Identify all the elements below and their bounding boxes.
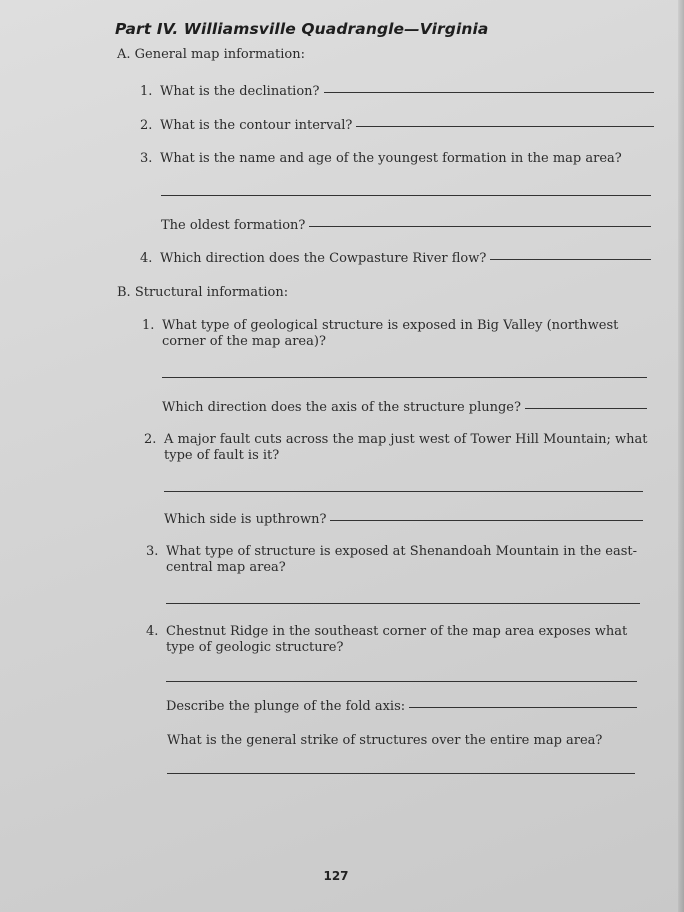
question-a3 bbox=[140, 151, 622, 167]
question-a4 bbox=[140, 251, 651, 267]
question-number: 4. bbox=[140, 251, 153, 266]
page-edge-shadow bbox=[678, 0, 684, 912]
question-a3-followup bbox=[161, 218, 651, 234]
question-text: Which direction does the Cowpasture River flow? bbox=[160, 251, 487, 266]
question-b4-followup bbox=[166, 699, 637, 715]
question-b3 bbox=[146, 544, 650, 575]
question-text: The oldest formation? bbox=[161, 218, 306, 233]
question-text: What is the general strike of structures over the entire map area? bbox=[167, 733, 603, 748]
page-number: 127 bbox=[323, 869, 349, 883]
question-text: What is the declination? bbox=[160, 84, 320, 99]
answer-line[interactable] bbox=[167, 773, 635, 774]
answer-line[interactable] bbox=[324, 92, 654, 93]
question-text: Which side is upthrown? bbox=[164, 512, 327, 527]
question-b4-followup-2 bbox=[167, 733, 602, 749]
section-b-heading bbox=[117, 285, 288, 301]
question-number: 3. bbox=[146, 544, 159, 559]
question-b2 bbox=[144, 432, 652, 463]
answer-line[interactable] bbox=[166, 681, 637, 682]
answer-line[interactable] bbox=[525, 408, 647, 409]
page-title: Part IV. Williamsville Quadrangle—Virginia bbox=[115, 20, 489, 38]
answer-line[interactable] bbox=[409, 707, 637, 708]
question-b1 bbox=[142, 318, 652, 349]
question-text: What is the name and age of the youngest formation in the map area? bbox=[160, 151, 622, 166]
section-a-heading-text: A. General map information: bbox=[117, 47, 306, 62]
question-text: What type of structure is exposed at Shenandoah Mountain in the east-central map area? bbox=[166, 544, 637, 575]
answer-line[interactable] bbox=[161, 195, 651, 196]
question-number: 1. bbox=[142, 318, 155, 333]
question-a2 bbox=[140, 118, 654, 134]
question-text: What is the contour interval? bbox=[160, 118, 353, 133]
question-text: Which direction does the axis of the structure plunge? bbox=[162, 400, 521, 415]
question-number: 4. bbox=[146, 624, 159, 639]
answer-line[interactable] bbox=[309, 226, 651, 227]
answer-line[interactable] bbox=[356, 126, 654, 127]
question-text: What type of geological structure is exposed in Big Valley (northwest corner of the map area)? bbox=[162, 318, 619, 349]
question-b1-followup bbox=[162, 400, 647, 416]
answer-line[interactable] bbox=[490, 259, 651, 260]
question-b4 bbox=[146, 624, 650, 655]
question-text: Describe the plunge of the fold axis: bbox=[166, 699, 406, 714]
answer-line[interactable] bbox=[166, 603, 640, 604]
answer-line[interactable] bbox=[330, 520, 643, 521]
answer-line[interactable] bbox=[164, 491, 643, 492]
answer-line[interactable] bbox=[162, 377, 647, 378]
question-number: 1. bbox=[140, 84, 153, 99]
question-text: A major fault cuts across the map just west of Tower Hill Mountain; what type of fault is it? bbox=[164, 432, 648, 463]
question-number: 2. bbox=[140, 118, 153, 133]
section-b-heading-text: B. Structural information: bbox=[117, 285, 289, 300]
question-number: 3. bbox=[140, 151, 153, 166]
section-a-heading bbox=[117, 47, 305, 63]
question-text: Chestnut Ridge in the southeast corner of the map area exposes what type of geologic structure? bbox=[166, 624, 628, 655]
question-b2-followup bbox=[164, 512, 643, 528]
question-a1 bbox=[140, 84, 654, 100]
question-number: 2. bbox=[144, 432, 157, 447]
